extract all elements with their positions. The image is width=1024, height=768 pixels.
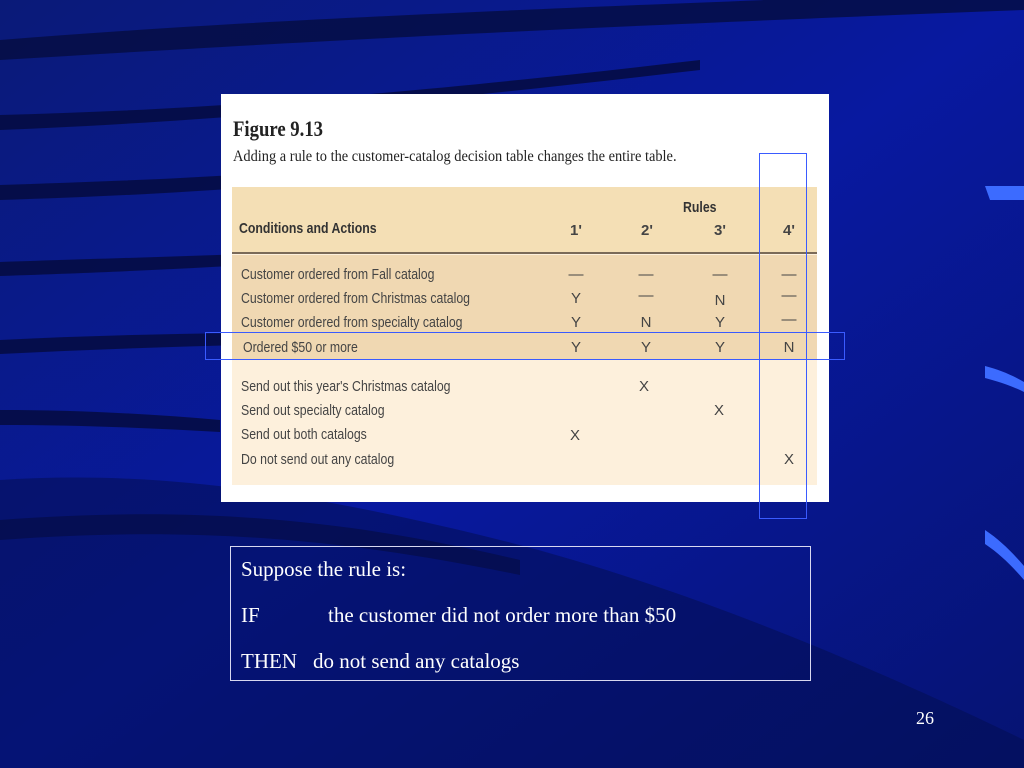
condition-value: —	[781, 266, 797, 283]
highlight-row-box	[205, 332, 845, 360]
action-value: X	[783, 451, 794, 468]
action-label: Do not send out any catalog	[241, 451, 395, 468]
condition-value: N	[640, 314, 652, 331]
condition-value: —	[638, 266, 654, 283]
header-divider	[232, 252, 817, 254]
condition-label: Ordered $50 or more	[243, 339, 358, 356]
condition-value: Y	[570, 339, 581, 356]
condition-value: —	[638, 287, 654, 304]
rule-id-1: 1'	[570, 222, 582, 239]
condition-label: Customer ordered from Christmas catalog	[241, 290, 470, 307]
rule-text-box	[230, 546, 811, 681]
if-keyword: IF	[241, 603, 260, 627]
then-keyword: THEN	[241, 649, 297, 673]
if-condition: the customer did not order more than $50	[328, 603, 677, 627]
condition-value: —	[712, 266, 728, 283]
action-label: Send out specialty catalog	[241, 402, 385, 419]
rule-then-line	[241, 649, 519, 674]
condition-value: Y	[570, 314, 581, 331]
action-value: X	[569, 427, 580, 444]
action-label: Send out both catalogs	[241, 426, 367, 443]
action-value: X	[713, 402, 724, 419]
figure-caption: Adding a rule to the customer-catalog decision table changes the entire table.	[233, 148, 677, 165]
figure-image	[221, 94, 829, 502]
condition-label: Customer ordered from Fall catalog	[241, 266, 435, 283]
condition-value: N	[714, 292, 726, 309]
action-label: Send out this year's Christmas catalog	[241, 378, 451, 395]
condition-value: Y	[640, 339, 651, 356]
rules-header: Rules	[683, 199, 717, 216]
rule-if-line	[241, 603, 676, 628]
condition-value: Y	[570, 290, 581, 307]
conditions-header: Conditions and Actions	[239, 220, 377, 237]
action-value: X	[638, 378, 649, 395]
condition-value: N	[783, 339, 795, 356]
figure-title: Figure 9.13	[233, 116, 324, 141]
condition-label: Customer ordered from specialty catalog	[241, 314, 463, 331]
highlight-column-box	[759, 153, 807, 519]
rule-id-4: 4'	[783, 222, 795, 239]
condition-value: —	[781, 287, 797, 304]
slide-number: 26	[916, 708, 934, 728]
condition-value: —	[781, 311, 797, 328]
then-action: do not send any catalogs	[313, 649, 520, 673]
condition-value: Y	[714, 314, 725, 331]
rule-id-2: 2'	[641, 222, 653, 239]
condition-value: —	[568, 266, 584, 283]
condition-value: Y	[714, 339, 725, 356]
rule-intro: Suppose the rule is:	[241, 557, 407, 581]
rule-id-3: 3'	[714, 222, 726, 239]
